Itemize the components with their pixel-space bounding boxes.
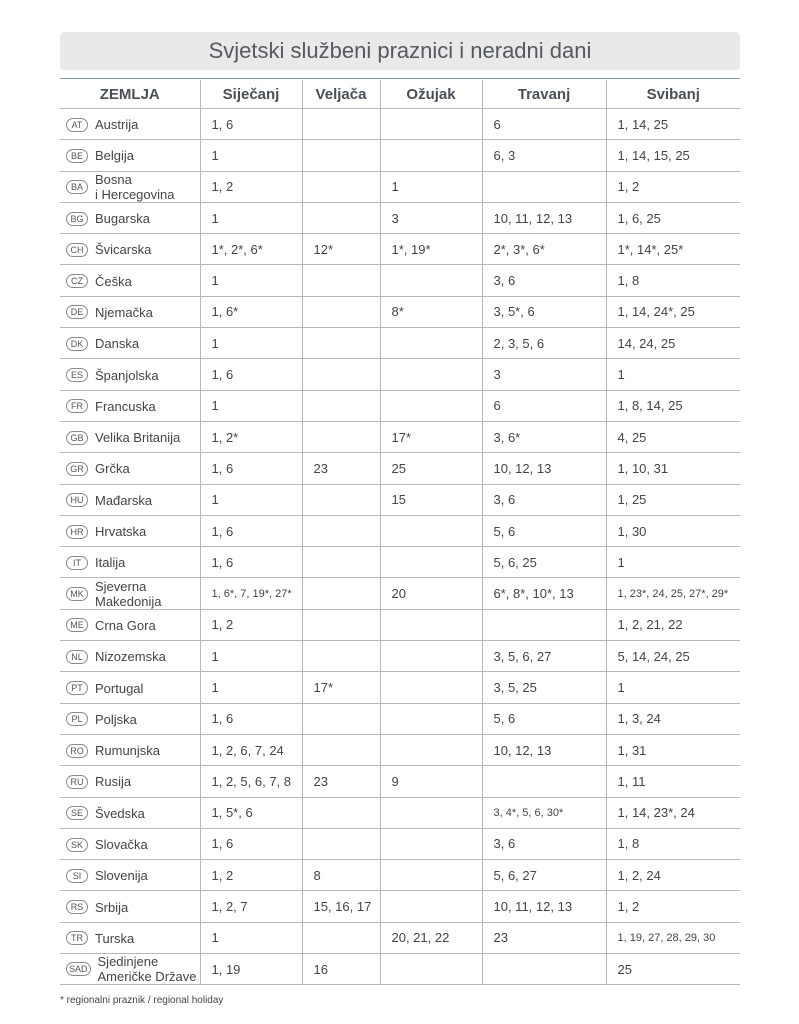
date-cell-april: 6 xyxy=(482,109,606,140)
table-row xyxy=(60,734,740,765)
country-code-badge: RO xyxy=(66,744,88,758)
date-cell-may: 1 xyxy=(606,359,740,390)
date-cell-january: 1, 2, 7 xyxy=(200,891,302,922)
country-cell xyxy=(60,328,200,359)
date-cell-april: 5, 6, 27 xyxy=(482,860,606,891)
table-row xyxy=(60,265,740,296)
table-row xyxy=(60,672,740,703)
date-cell-january: 1, 6* xyxy=(200,296,302,327)
country-code-badge: DE xyxy=(66,305,88,319)
country-cell xyxy=(60,734,200,765)
date-cell-february xyxy=(302,202,380,233)
date-cell-april: 6*, 8*, 10*, 13 xyxy=(482,578,606,609)
date-cell-may: 4, 25 xyxy=(606,421,740,452)
date-cell-april xyxy=(482,766,606,797)
table-header-row xyxy=(60,80,740,109)
date-cell-march xyxy=(380,390,482,421)
table-row xyxy=(60,140,740,171)
date-cell-may: 1, 8 xyxy=(606,828,740,859)
country-cell xyxy=(60,609,200,640)
country-cell xyxy=(60,202,200,233)
date-cell-april: 3, 5, 6, 27 xyxy=(482,641,606,672)
date-cell-april: 3, 5*, 6 xyxy=(482,296,606,327)
country-code-badge: NL xyxy=(66,650,88,664)
country-name: Slovačka xyxy=(95,837,148,852)
table-row xyxy=(60,578,740,609)
country-cell xyxy=(60,359,200,390)
table-row xyxy=(60,484,740,515)
country-code-badge: CH xyxy=(66,243,88,257)
date-cell-april: 3, 5, 25 xyxy=(482,672,606,703)
table-row xyxy=(60,954,740,985)
date-cell-may: 1, 31 xyxy=(606,734,740,765)
country-name: Velika Britanija xyxy=(95,430,181,446)
country-code-badge: HR xyxy=(66,525,88,539)
date-cell-february xyxy=(302,641,380,672)
date-cell-april: 2*, 3*, 6* xyxy=(482,234,606,265)
date-cell-january: 1, 2* xyxy=(200,421,302,452)
date-cell-april: 10, 11, 12, 13 xyxy=(482,202,606,233)
table-row xyxy=(60,922,740,953)
date-cell-february xyxy=(302,296,380,327)
date-cell-february: 17* xyxy=(302,672,380,703)
date-cell-may: 5, 14, 24, 25 xyxy=(606,641,740,672)
date-cell-february xyxy=(302,922,380,953)
header-january: Siječanj xyxy=(200,80,302,109)
date-cell-april xyxy=(482,609,606,640)
country-name: Portugal xyxy=(95,680,144,696)
date-cell-march xyxy=(380,734,482,765)
date-cell-january: 1, 2 xyxy=(200,609,302,640)
date-cell-may: 1, 14, 25 xyxy=(606,109,740,140)
country-name: Rumunjska xyxy=(95,743,161,759)
date-cell-march: 20, 21, 22 xyxy=(380,922,482,953)
header-march: Ožujak xyxy=(380,80,482,109)
page-title: Svjetski službeni praznici i neradni dani xyxy=(60,32,740,70)
date-cell-may: 1, 6, 25 xyxy=(606,202,740,233)
date-cell-april: 6, 3 xyxy=(482,140,606,171)
country-code-badge: SI xyxy=(66,869,88,883)
table-row xyxy=(60,171,740,202)
table-row xyxy=(60,860,740,891)
date-cell-may: 1, 19, 27, 28, 29, 30 xyxy=(606,922,740,953)
date-cell-january: 1, 6*, 7, 19*, 27* xyxy=(200,578,302,609)
date-cell-april: 3, 6 xyxy=(482,484,606,515)
country-code-badge: BG xyxy=(66,212,88,226)
date-cell-may: 1 xyxy=(606,672,740,703)
country-cell xyxy=(60,954,200,985)
date-cell-february: 23 xyxy=(302,453,380,484)
header-april: Travanj xyxy=(482,80,606,109)
date-cell-march xyxy=(380,515,482,546)
country-code-badge: SAD xyxy=(66,962,91,976)
date-cell-february xyxy=(302,171,380,202)
date-cell-may: 1, 2, 21, 22 xyxy=(606,609,740,640)
country-code-badge: RU xyxy=(66,775,88,789)
date-cell-march: 8* xyxy=(380,296,482,327)
country-name: Rusija xyxy=(95,774,132,790)
date-cell-april: 3, 6 xyxy=(482,828,606,859)
country-cell xyxy=(60,140,200,171)
country-name: Austrija xyxy=(95,117,139,133)
date-cell-january: 1, 2, 5, 6, 7, 8 xyxy=(200,766,302,797)
date-cell-march xyxy=(380,109,482,140)
date-cell-january: 1, 5*, 6 xyxy=(200,797,302,828)
date-cell-january: 1 xyxy=(200,202,302,233)
date-cell-april xyxy=(482,954,606,985)
country-name: Švedska xyxy=(95,805,145,821)
date-cell-march xyxy=(380,547,482,578)
date-cell-january: 1, 19 xyxy=(200,954,302,985)
country-name: Francuska xyxy=(95,398,156,414)
date-cell-january: 1*, 2*, 6* xyxy=(200,234,302,265)
date-cell-february xyxy=(302,578,380,609)
date-cell-february xyxy=(302,703,380,734)
holidays-table xyxy=(60,80,740,985)
country-code-badge: GB xyxy=(66,431,88,445)
date-cell-may: 1, 10, 31 xyxy=(606,453,740,484)
date-cell-january: 1 xyxy=(200,672,302,703)
date-cell-february xyxy=(302,609,380,640)
footnote: * regionalni praznik / regional holiday xyxy=(60,995,224,1006)
date-cell-april: 10, 12, 13 xyxy=(482,453,606,484)
date-cell-april xyxy=(482,171,606,202)
date-cell-march: 3 xyxy=(380,202,482,233)
country-code-badge: ME xyxy=(66,618,88,632)
table-row xyxy=(60,453,740,484)
country-cell xyxy=(60,766,200,797)
country-name: Nizozemska xyxy=(95,649,166,665)
title-divider xyxy=(60,78,740,79)
date-cell-march xyxy=(380,860,482,891)
date-cell-april: 3, 4*, 5, 6, 30* xyxy=(482,797,606,828)
country-cell xyxy=(60,390,200,421)
date-cell-january: 1, 6 xyxy=(200,703,302,734)
date-cell-march xyxy=(380,328,482,359)
table-row xyxy=(60,109,740,140)
date-cell-january: 1 xyxy=(200,390,302,421)
date-cell-february: 12* xyxy=(302,234,380,265)
country-name: Crna Gora xyxy=(95,617,156,633)
country-name: Švicarska xyxy=(95,242,152,258)
date-cell-january: 1, 6 xyxy=(200,515,302,546)
country-code-badge: IT xyxy=(66,556,88,570)
country-code-badge: TR xyxy=(66,931,88,945)
date-cell-january: 1, 2 xyxy=(200,860,302,891)
country-code-badge: CZ xyxy=(66,274,88,288)
country-code-badge: SE xyxy=(66,806,88,820)
country-name: Grčka xyxy=(95,461,130,477)
country-name: Srbija xyxy=(95,899,129,915)
date-cell-april: 3, 6* xyxy=(482,421,606,452)
country-name: Poljska xyxy=(95,711,137,727)
date-cell-april: 23 xyxy=(482,922,606,953)
country-code-badge: BA xyxy=(66,180,88,194)
date-cell-january: 1 xyxy=(200,641,302,672)
date-cell-january: 1, 6 xyxy=(200,453,302,484)
date-cell-march xyxy=(380,641,482,672)
table-row xyxy=(60,547,740,578)
header-country: ZEMLJA xyxy=(60,80,200,109)
date-cell-may: 25 xyxy=(606,954,740,985)
date-cell-march: 15 xyxy=(380,484,482,515)
date-cell-march xyxy=(380,609,482,640)
country-code-badge: BE xyxy=(66,149,88,163)
table-row xyxy=(60,234,740,265)
country-cell xyxy=(60,891,200,922)
date-cell-march: 1*, 19* xyxy=(380,234,482,265)
table-row xyxy=(60,797,740,828)
country-code-badge: GR xyxy=(66,462,88,476)
table-row xyxy=(60,359,740,390)
date-cell-january: 1, 6 xyxy=(200,828,302,859)
country-code-badge: FR xyxy=(66,399,88,413)
country-cell xyxy=(60,296,200,327)
date-cell-january: 1 xyxy=(200,140,302,171)
country-code-badge: AT xyxy=(66,118,88,132)
country-cell xyxy=(60,672,200,703)
date-cell-february xyxy=(302,797,380,828)
date-cell-january: 1 xyxy=(200,484,302,515)
date-cell-january: 1 xyxy=(200,265,302,296)
date-cell-january: 1 xyxy=(200,328,302,359)
date-cell-january: 1, 2 xyxy=(200,171,302,202)
country-cell xyxy=(60,265,200,296)
date-cell-february xyxy=(302,109,380,140)
date-cell-march xyxy=(380,954,482,985)
date-cell-may: 1, 8, 14, 25 xyxy=(606,390,740,421)
date-cell-february xyxy=(302,484,380,515)
date-cell-april: 10, 12, 13 xyxy=(482,734,606,765)
table-row xyxy=(60,328,740,359)
date-cell-march xyxy=(380,891,482,922)
country-name: Italija xyxy=(95,555,126,571)
date-cell-may: 1, 23*, 24, 25, 27*, 29* xyxy=(606,578,740,609)
date-cell-march: 20 xyxy=(380,578,482,609)
date-cell-february xyxy=(302,734,380,765)
date-cell-january: 1 xyxy=(200,922,302,953)
date-cell-may: 1, 30 xyxy=(606,515,740,546)
country-code-badge: ES xyxy=(66,368,88,382)
date-cell-february: 23 xyxy=(302,766,380,797)
date-cell-march xyxy=(380,359,482,390)
date-cell-may: 1, 11 xyxy=(606,766,740,797)
date-cell-march: 17* xyxy=(380,421,482,452)
date-cell-may: 1, 14, 23*, 24 xyxy=(606,797,740,828)
table-row xyxy=(60,296,740,327)
country-name: Španjolska xyxy=(95,367,159,383)
date-cell-april: 10, 11, 12, 13 xyxy=(482,891,606,922)
date-cell-february xyxy=(302,328,380,359)
date-cell-may: 1, 14, 24*, 25 xyxy=(606,296,740,327)
country-cell xyxy=(60,453,200,484)
date-cell-february xyxy=(302,265,380,296)
table-row xyxy=(60,609,740,640)
country-name: Hrvatska xyxy=(95,524,147,540)
header-may: Svibanj xyxy=(606,80,740,109)
date-cell-february xyxy=(302,359,380,390)
country-name: Danska xyxy=(95,336,140,352)
date-cell-march: 25 xyxy=(380,453,482,484)
country-cell xyxy=(60,578,200,609)
country-name: Belgija xyxy=(95,148,135,164)
date-cell-april: 5, 6, 25 xyxy=(482,547,606,578)
table-row xyxy=(60,828,740,859)
country-cell xyxy=(60,234,200,265)
table-row xyxy=(60,202,740,233)
country-name: Sjeverna Makedonija xyxy=(95,578,162,609)
country-name: Bosna i Hercegovina xyxy=(95,171,175,202)
country-name: Njemačka xyxy=(95,304,153,320)
country-name: Češka xyxy=(95,273,132,289)
date-cell-april: 3 xyxy=(482,359,606,390)
country-cell xyxy=(60,484,200,515)
date-cell-february xyxy=(302,828,380,859)
country-name: Slovenija xyxy=(95,868,148,884)
table-row xyxy=(60,891,740,922)
country-cell xyxy=(60,421,200,452)
date-cell-march: 1 xyxy=(380,171,482,202)
country-name: Mađarska xyxy=(95,492,153,508)
date-cell-february xyxy=(302,140,380,171)
date-cell-april: 2, 3, 5, 6 xyxy=(482,328,606,359)
date-cell-may: 1*, 14*, 25* xyxy=(606,234,740,265)
country-code-badge: HU xyxy=(66,493,88,507)
country-cell xyxy=(60,547,200,578)
date-cell-may: 1, 25 xyxy=(606,484,740,515)
date-cell-march xyxy=(380,140,482,171)
date-cell-may: 1, 2 xyxy=(606,891,740,922)
date-cell-march xyxy=(380,672,482,703)
date-cell-april: 3, 6 xyxy=(482,265,606,296)
date-cell-february xyxy=(302,421,380,452)
table-row xyxy=(60,641,740,672)
date-cell-april: 6 xyxy=(482,390,606,421)
date-cell-march xyxy=(380,703,482,734)
date-cell-february: 8 xyxy=(302,860,380,891)
country-cell xyxy=(60,171,200,202)
date-cell-april: 5, 6 xyxy=(482,703,606,734)
table-body xyxy=(60,109,740,985)
country-cell xyxy=(60,797,200,828)
country-cell xyxy=(60,828,200,859)
country-cell xyxy=(60,641,200,672)
date-cell-may: 1, 2 xyxy=(606,171,740,202)
country-name: Sjedinjene Američke Države xyxy=(97,954,197,985)
country-code-badge: PL xyxy=(66,712,88,726)
date-cell-january: 1, 2, 6, 7, 24 xyxy=(200,734,302,765)
header-february: Veljača xyxy=(302,80,380,109)
table-row xyxy=(60,390,740,421)
country-name: Turska xyxy=(95,930,135,946)
table-row xyxy=(60,703,740,734)
country-name: Bugarska xyxy=(95,211,150,227)
country-code-badge: DK xyxy=(66,337,88,351)
date-cell-february xyxy=(302,515,380,546)
date-cell-may: 14, 24, 25 xyxy=(606,328,740,359)
date-cell-february xyxy=(302,547,380,578)
date-cell-may: 1, 14, 15, 25 xyxy=(606,140,740,171)
country-cell xyxy=(60,109,200,140)
table-row xyxy=(60,421,740,452)
date-cell-january: 1, 6 xyxy=(200,547,302,578)
date-cell-may: 1, 8 xyxy=(606,265,740,296)
date-cell-march xyxy=(380,828,482,859)
country-code-badge: PT xyxy=(66,681,88,695)
date-cell-april: 5, 6 xyxy=(482,515,606,546)
date-cell-march xyxy=(380,797,482,828)
date-cell-february xyxy=(302,390,380,421)
country-code-badge: SK xyxy=(66,838,88,852)
date-cell-may: 1, 2, 24 xyxy=(606,860,740,891)
table-row xyxy=(60,766,740,797)
country-cell xyxy=(60,860,200,891)
table-row xyxy=(60,515,740,546)
country-cell xyxy=(60,515,200,546)
date-cell-may: 1, 3, 24 xyxy=(606,703,740,734)
date-cell-march xyxy=(380,265,482,296)
date-cell-may: 1 xyxy=(606,547,740,578)
country-code-badge: RS xyxy=(66,900,88,914)
date-cell-january: 1, 6 xyxy=(200,109,302,140)
country-code-badge: MK xyxy=(66,587,88,601)
date-cell-february: 16 xyxy=(302,954,380,985)
date-cell-january: 1, 6 xyxy=(200,359,302,390)
country-cell xyxy=(60,922,200,953)
date-cell-march: 9 xyxy=(380,766,482,797)
date-cell-february: 15, 16, 17 xyxy=(302,891,380,922)
country-cell xyxy=(60,703,200,734)
